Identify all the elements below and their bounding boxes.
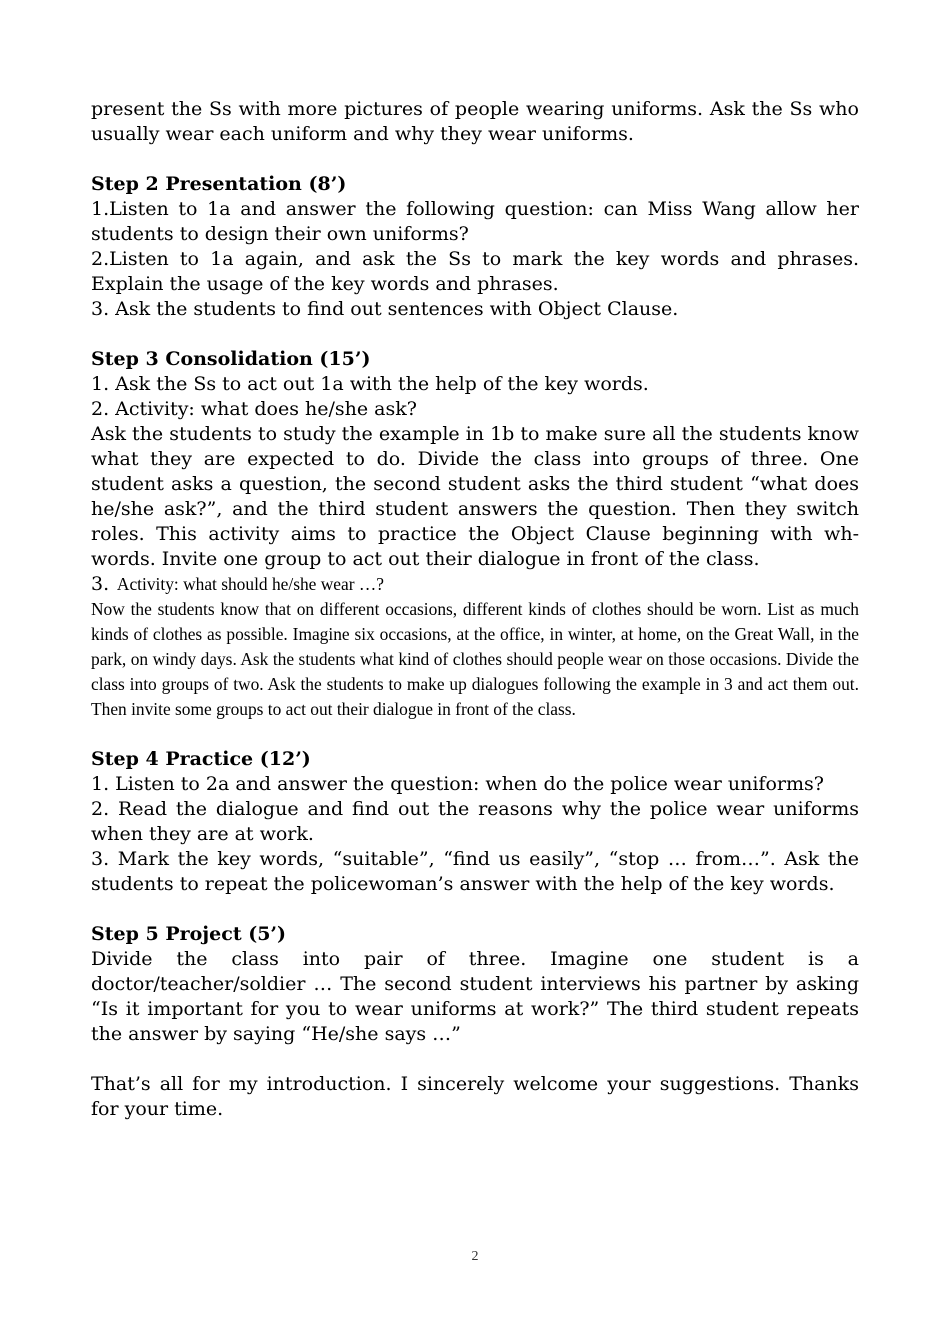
step5-heading: Step 5 Project (5’) — [91, 923, 287, 945]
step2-heading: Step 2 Presentation (8’) — [91, 173, 347, 195]
step3-activity3-paragraph: Now the students know that on different occasions, different kinds of clothes should be worn. List as much kinds of clothes as possible. Imagine six occasions, at the office, in winter, at home, on the Great Wall, in the park, on windy days. Ask the students what kind of clothes should people wear on those occasions. Divide the class into groups of two. Ask the students to make up dialogues following the example in 3 and act them out. Then invite some groups to act out their dialogue in front of the class. — [91, 599, 859, 719]
step3-item-1: 1. Ask the Ss to act out 1a with the help of the key words. — [91, 373, 649, 395]
step4-item-1: 1. Listen to 2a and answer the question: when do the police wear uniforms? — [91, 773, 824, 795]
step2-item-1: 1.Listen to 1a and answer the following question: can Miss Wang allow her students to design their own uniforms? — [91, 198, 859, 245]
closing-paragraph: That’s all for my introduction. I sincerely welcome your suggestions. Thanks for your time. — [91, 1073, 859, 1120]
step2-item-2: 2.Listen to 1a again, and ask the Ss to mark the key words and phrases. Explain the usage of the key words and phrases. — [91, 248, 859, 295]
step3-activity2-paragraph: Ask the students to study the example in 1b to make sure all the students know what they are expected to do. Divide the class into groups of three. One student asks a question, the second student asks the third student “what does he/she ask?”, and the third student answers the question. Then they switch roles. This activity aims to practice the Object Clause beginning with wh-words. Invite one group to act out their dialogue in front of the class. — [91, 423, 859, 570]
spacer — [91, 1047, 859, 1072]
step4-heading: Step 4 Practice (12’) — [91, 748, 311, 770]
spacer — [91, 897, 859, 922]
step3-heading: Step 3 Consolidation (15’) — [91, 348, 371, 370]
spacer — [91, 722, 859, 747]
step5-paragraph: Divide the class into pair of three. Imagine one student is a doctor/teacher/soldier … The second student interviews his partner by asking “Is it important for you to wear uniforms at work?” The third student repeats the answer by saying “He/she says …” — [91, 948, 859, 1045]
step4-item-2: 2. Read the dialogue and find out the reasons why the police wear uniforms when they are at work. — [91, 798, 859, 845]
step2-item-3: 3. Ask the students to find out sentences with Object Clause. — [91, 298, 679, 320]
step3-item-2: 2. Activity: what does he/she ask? — [91, 398, 417, 420]
intro-paragraph: present the Ss with more pictures of people wearing uniforms. Ask the Ss who usually wear each uniform and why they wear uniforms. — [91, 98, 859, 145]
page-number: 2 — [471, 1249, 479, 1264]
step3-item-3-text: Activity: what should he/she wear …? — [116, 574, 384, 594]
spacer — [91, 147, 859, 172]
step4-item-3: 3. Mark the key words, “suitable”, “find us easily”, “stop … from…”. Ask the students to repeat the policewoman’s answer with the help of the key words. — [91, 848, 859, 895]
spacer — [91, 322, 859, 347]
document-page — [91, 97, 859, 1122]
step3-item-3-number: 3. — [91, 573, 110, 595]
step3-item-3 — [91, 572, 859, 597]
